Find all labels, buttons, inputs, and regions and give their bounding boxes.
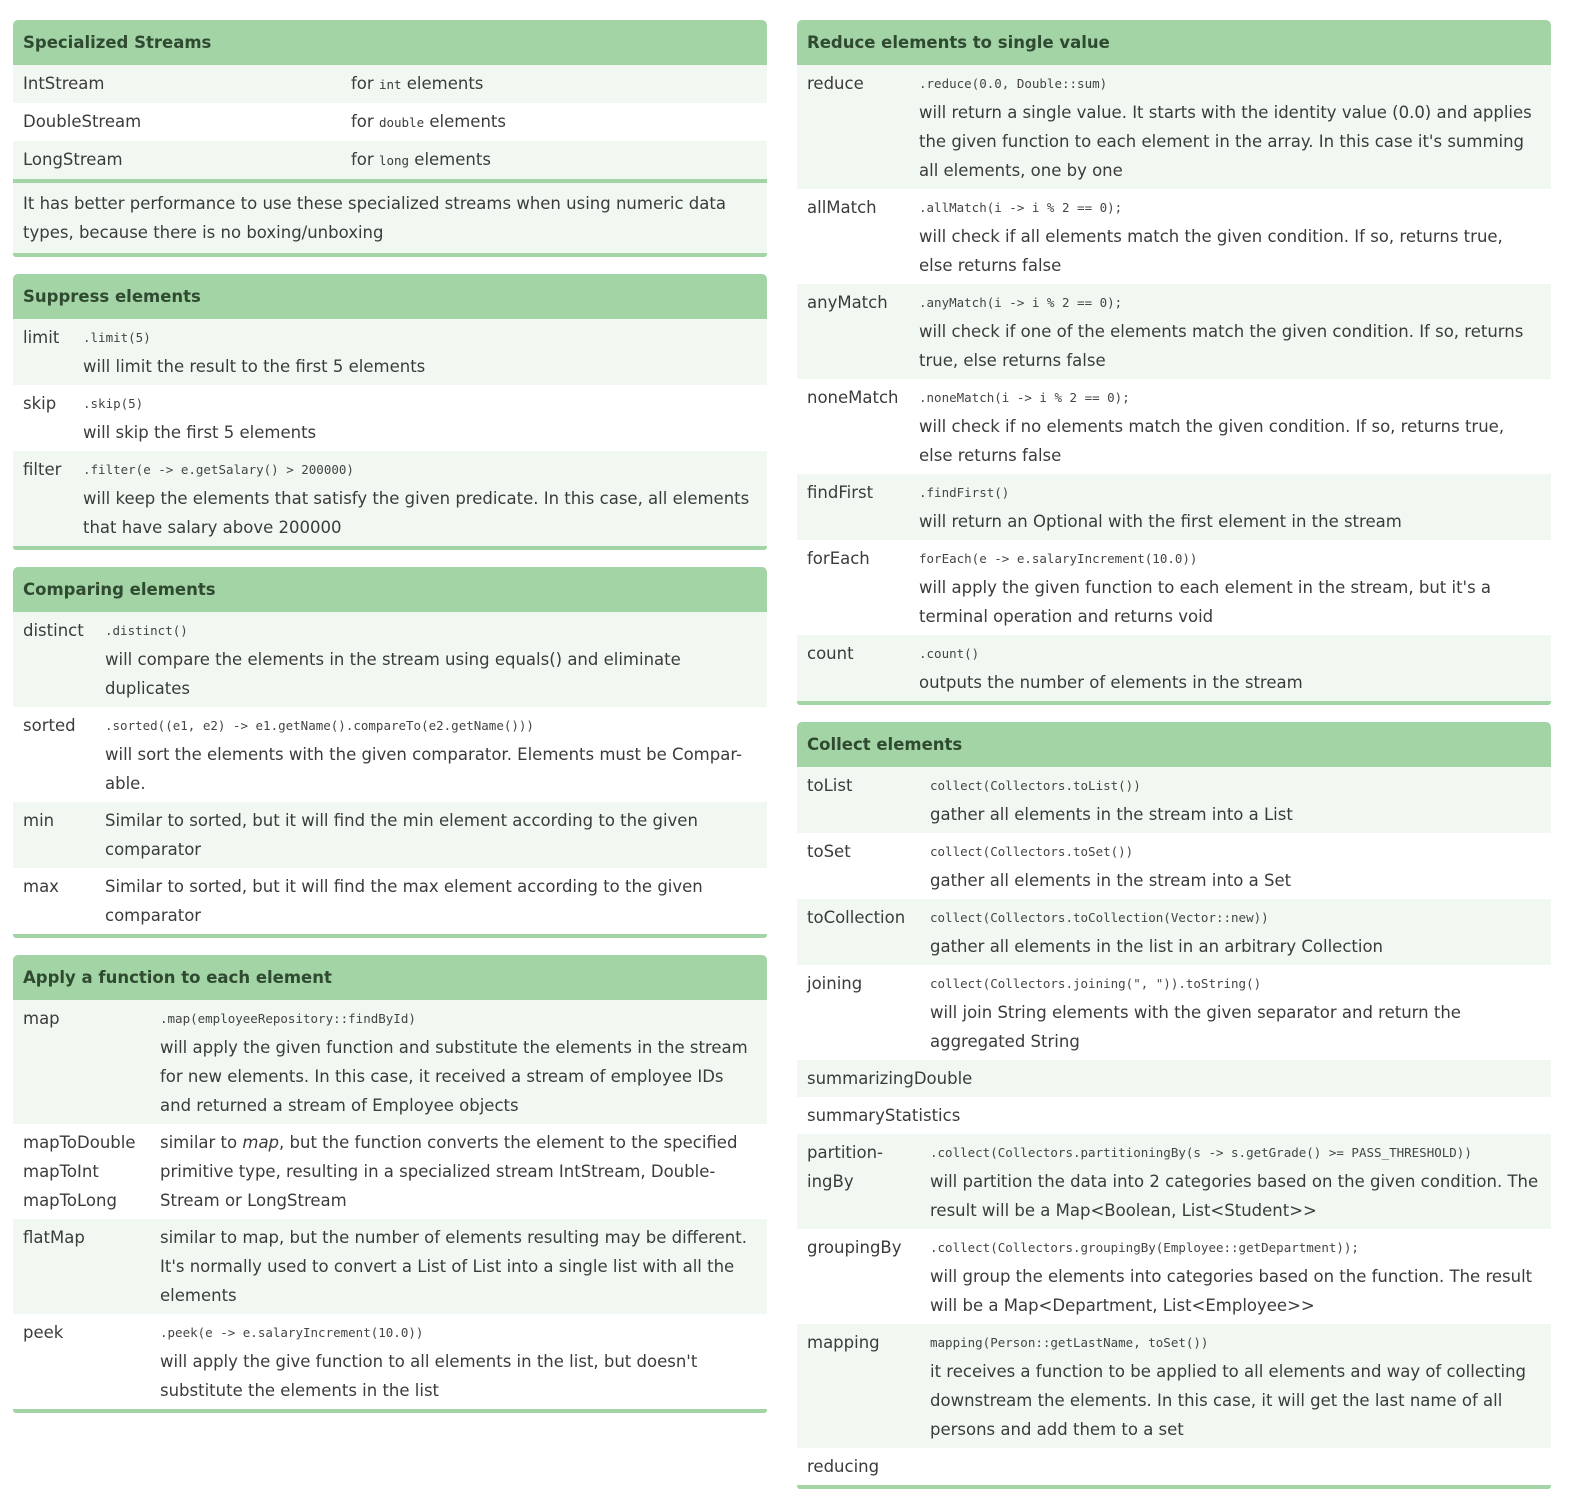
card-reduce-elements xyxy=(797,20,1551,705)
description: outputs the number of elements in the stream xyxy=(919,673,1303,692)
code-sample: .noneMatch(i -> i % 2 == 0); xyxy=(919,390,1130,405)
table-row xyxy=(797,284,1551,379)
code-sample: .anyMatch(i -> i % 2 == 0); xyxy=(919,295,1123,310)
term: min xyxy=(23,811,55,830)
code-sample: .findFirst() xyxy=(919,485,1010,500)
table-row xyxy=(13,319,767,385)
term: reduce xyxy=(807,74,864,93)
term: forEach xyxy=(807,549,870,568)
code-sample: forEach(e -> e.salaryIncrement(10.0)) xyxy=(919,551,1198,566)
description: will check if no elements match the given condition. If so, returns true, else returns false xyxy=(919,417,1505,465)
description: gather all elements in the stream into a Set xyxy=(930,871,1292,890)
description: Similar to sorted, but it will find the min element according to the given comparator xyxy=(105,811,698,859)
term: noneMatch xyxy=(807,388,899,407)
definition xyxy=(83,323,757,381)
description: will limit the result to the first 5 elements xyxy=(83,357,426,376)
term: anyMatch xyxy=(807,293,888,312)
table-row xyxy=(13,141,767,179)
code-sample: .collect(Collectors.partitioningBy(s -> s.getGrade() >= PASS_THRESHOLD)) xyxy=(930,1145,1472,1160)
description: will keep the elements that satisfy the given predicate. In this case, all elements that have salary above 200000 xyxy=(83,489,750,537)
definition xyxy=(919,639,1541,697)
code-sample: .filter(e -> e.getSalary() > 200000) xyxy=(83,462,354,477)
code-sample: collect(Collectors.toSet()) xyxy=(930,844,1134,859)
description: will check if one of the elements match the given condition. If so, returns true, else returns false xyxy=(919,322,1524,370)
definition xyxy=(930,1138,1541,1225)
table-row xyxy=(13,385,767,451)
table-row xyxy=(13,707,767,802)
table-row xyxy=(797,379,1551,474)
code-sample: .limit(5) xyxy=(83,330,151,345)
table-row xyxy=(13,1219,767,1314)
description: will sort the elements with the given comparator. Elements must be Compar-able. xyxy=(105,745,742,793)
description: will skip the first 5 elements xyxy=(83,423,317,442)
right-column xyxy=(797,20,1551,1506)
card-collect-elements xyxy=(797,722,1551,1489)
definition xyxy=(919,288,1541,375)
table-row xyxy=(797,1448,1551,1485)
table-row xyxy=(13,451,767,546)
description: will return a single value. It starts with the identity value (0.0) and applies the given function to each element in the array. In this case it's summing all elements, one by one xyxy=(919,103,1532,180)
description: will return an Optional with the first element in the stream xyxy=(919,512,1402,531)
code-sample: .allMatch(i -> i % 2 == 0); xyxy=(919,200,1123,215)
card-title: Collect elements xyxy=(797,722,1551,767)
table-row xyxy=(797,965,1551,1060)
term: filter xyxy=(23,460,62,479)
description: gather all elements in the stream into a List xyxy=(930,805,1293,824)
table-row xyxy=(13,612,767,707)
term: reducing xyxy=(807,1457,880,1476)
definition xyxy=(930,969,1541,1056)
term: summarizingDouble xyxy=(807,1069,973,1088)
code-sample: mapping(Person::getLastName, toSet()) xyxy=(930,1335,1209,1350)
description: gather all elements in the list in an arbitrary Collection xyxy=(930,937,1384,956)
code-sample: .collect(Collectors.groupingBy(Employee::getDepartment)); xyxy=(930,1240,1359,1255)
term: limit xyxy=(23,328,60,347)
table-row xyxy=(797,1097,1551,1134)
term: toCollection xyxy=(807,908,906,927)
description: will apply the give function to all elements in the list, but doesn't substitute the elements in the list xyxy=(160,1352,698,1400)
card-apply-function xyxy=(13,955,767,1413)
definition xyxy=(919,544,1541,631)
term: IntStream xyxy=(23,74,105,93)
definition xyxy=(930,1233,1541,1320)
table-row xyxy=(13,868,767,934)
code-sample: .distinct() xyxy=(105,623,188,638)
term: mapToDouble mapToInt mapToLong xyxy=(23,1133,136,1210)
card-specialized-streams xyxy=(13,20,767,257)
table-row xyxy=(13,1000,767,1124)
definition xyxy=(930,1328,1541,1444)
term: mapping xyxy=(807,1333,880,1352)
table-row xyxy=(797,1324,1551,1448)
card-comparing-elements xyxy=(13,567,767,938)
table-row xyxy=(13,802,767,868)
code-sample: .sorted((e1, e2) -> e1.getName().compareTo(e2.getName())) xyxy=(105,718,534,733)
card-title: Reduce elements to single value xyxy=(797,20,1551,65)
definition xyxy=(160,1004,757,1120)
card-title: Apply a function to each element xyxy=(13,955,767,1000)
term: peek xyxy=(23,1323,64,1342)
definition xyxy=(930,903,1541,961)
term: max xyxy=(23,877,59,896)
table-row xyxy=(13,1124,767,1219)
definition: for long elements xyxy=(351,150,491,169)
table-row xyxy=(13,65,767,103)
definition xyxy=(160,1318,757,1405)
table-row xyxy=(797,1134,1551,1229)
definition xyxy=(105,711,757,798)
table-row xyxy=(797,1060,1551,1097)
definition xyxy=(83,389,757,447)
card-suppress-elements xyxy=(13,274,767,550)
term: DoubleStream xyxy=(23,112,142,131)
code-sample: .map(employeeRepository::findById) xyxy=(160,1011,416,1026)
description: will apply the given function and substitute the elements in the stream for new elements. In this case, it received a stream of employee IDs and returned a stream of Employee objects xyxy=(160,1038,748,1115)
term: toList xyxy=(807,776,853,795)
definition xyxy=(83,455,757,542)
description: will join String elements with the given separator and return the aggregated String xyxy=(930,1003,1461,1051)
definition xyxy=(919,193,1541,280)
note: It has better performance to use these specialized streams when using numeric data types, because there is no boxing/unboxing xyxy=(13,179,767,253)
code-sample: .peek(e -> e.salaryIncrement(10.0)) xyxy=(160,1325,424,1340)
card-title: Comparing elements xyxy=(13,567,767,612)
term: toSet xyxy=(807,842,851,861)
definition: for double elements xyxy=(351,112,506,131)
description: will group the elements into categories based on the function. The result will be a Map<Department, List<Employee>> xyxy=(930,1267,1533,1315)
description: Similar to sorted, but it will find the max element according to the given comparator xyxy=(105,877,703,925)
left-column xyxy=(13,20,767,1430)
table-row xyxy=(797,767,1551,833)
description: will apply the given function to each element in the stream, but it's a terminal operation and returns void xyxy=(919,578,1492,626)
term: joining xyxy=(807,974,863,993)
term: map xyxy=(23,1009,60,1028)
term: allMatch xyxy=(807,198,877,217)
code-sample: .count() xyxy=(919,646,980,661)
table-row xyxy=(797,899,1551,965)
code-sample: .reduce(0.0, Double::sum) xyxy=(919,76,1108,91)
term: partition- ingBy xyxy=(807,1143,883,1191)
definition xyxy=(919,383,1541,470)
code-sample: collect(Collectors.joining(", ")).toString() xyxy=(930,976,1262,991)
description: will compare the elements in the stream using equals() and eliminate duplicates xyxy=(105,650,681,698)
card-title: Specialized Streams xyxy=(13,20,767,65)
description: similar to map, but the function converts the element to the specified primitive type, resulting in a specialized stream IntStream, Double-Stream or LongStream xyxy=(160,1133,738,1210)
code-sample: collect(Collectors.toCollection(Vector::new)) xyxy=(930,910,1269,925)
definition xyxy=(105,616,757,703)
table-row xyxy=(797,474,1551,540)
table-row xyxy=(13,103,767,141)
definition xyxy=(930,837,1541,895)
card-title: Suppress elements xyxy=(13,274,767,319)
code-sample: collect(Collectors.toList()) xyxy=(930,778,1141,793)
description: it receives a function to be applied to all elements and way of collecting downstream the elements. In this case, it will get the last name of all persons and add them to a set xyxy=(930,1362,1527,1439)
table-row xyxy=(797,1229,1551,1324)
term: findFirst xyxy=(807,483,874,502)
description: will partition the data into 2 categories based on the given condition. The result will be a Map<Boolean, List<Student>> xyxy=(930,1172,1539,1220)
code-sample: .skip(5) xyxy=(83,396,144,411)
definition: for int elements xyxy=(351,74,484,93)
definition xyxy=(919,69,1541,185)
table-row xyxy=(797,540,1551,635)
term: sorted xyxy=(23,716,76,735)
term: summaryStatistics xyxy=(807,1106,961,1125)
table-row xyxy=(797,833,1551,899)
definition xyxy=(919,478,1541,536)
table-row xyxy=(13,1314,767,1409)
term: distinct xyxy=(23,621,84,640)
table-row xyxy=(797,65,1551,189)
term: skip xyxy=(23,394,57,413)
term: LongStream xyxy=(23,150,123,169)
term: count xyxy=(807,644,854,663)
term: groupingBy xyxy=(807,1238,902,1257)
table-row xyxy=(797,635,1551,701)
description: similar to map, but the number of elements resulting may be different. It's normally used to convert a List of List into a single list with all the elements xyxy=(160,1228,747,1305)
description: will check if all elements match the given condition. If so, returns true, else returns false xyxy=(919,227,1503,275)
term: flatMap xyxy=(23,1228,85,1247)
definition xyxy=(930,771,1541,829)
table-row xyxy=(797,189,1551,284)
